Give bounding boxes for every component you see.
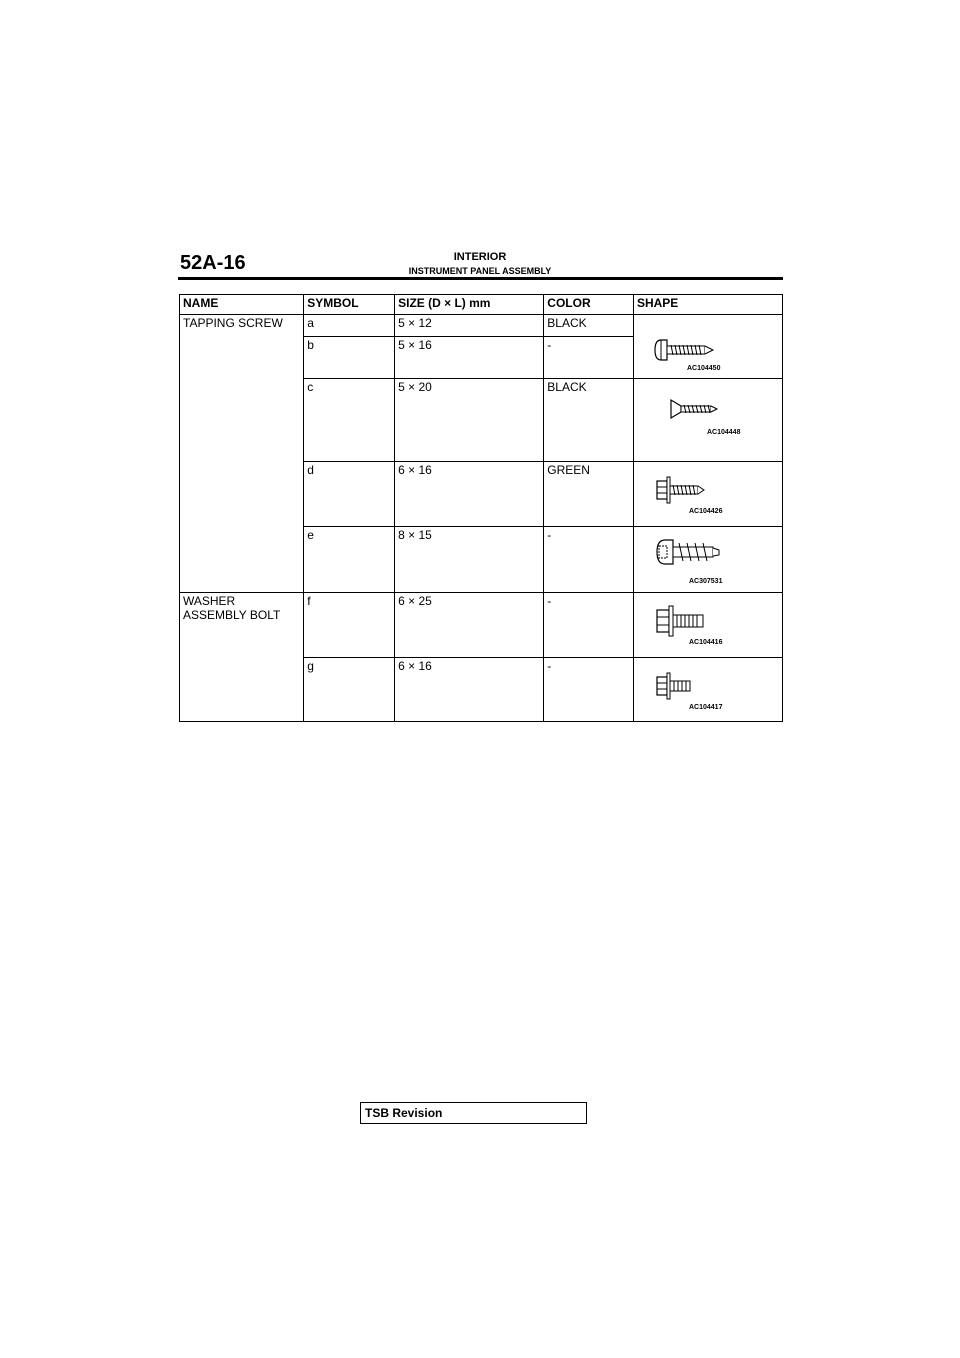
symbol-cell: e xyxy=(304,527,395,593)
header-rule xyxy=(178,277,783,280)
shape-code: AC104448 xyxy=(706,429,741,436)
section-subtitle: INSTRUMENT PANEL ASSEMBLY xyxy=(408,266,552,276)
size-cell: 5 × 20 xyxy=(395,379,544,462)
size-cell: 5 × 16 xyxy=(395,337,544,379)
shape-cell xyxy=(633,658,782,722)
section-title: INTERIOR xyxy=(453,251,507,263)
color-cell: BLACK xyxy=(544,379,634,462)
table-row xyxy=(180,593,783,658)
shape-cell xyxy=(633,379,782,462)
color-cell: BLACK xyxy=(544,315,634,337)
size-cell: 5 × 12 xyxy=(395,315,544,337)
fastener-table xyxy=(179,294,783,722)
size-cell: 8 × 15 xyxy=(395,527,544,593)
shape-cell xyxy=(633,593,782,658)
size-cell: 6 × 16 xyxy=(395,462,544,527)
symbol-cell: f xyxy=(304,593,395,658)
tsb-revision-box xyxy=(360,1102,587,1124)
shape-cell xyxy=(633,527,782,593)
hex-washer-tapping-screw-icon xyxy=(637,463,779,525)
flat-head-tapping-screw-icon xyxy=(637,380,779,460)
shape-code: AC104416 xyxy=(688,639,723,646)
page-number: 52A-16 xyxy=(180,252,246,274)
shape-code: AC307531 xyxy=(688,578,723,585)
color-cell: - xyxy=(544,527,634,593)
color-cell: - xyxy=(544,337,634,379)
symbol-cell: b xyxy=(304,337,395,379)
symbol-cell: a xyxy=(304,315,395,337)
color-cell: GREEN xyxy=(544,462,634,527)
pan-head-tapping-screw-icon xyxy=(637,316,779,377)
shape-cell xyxy=(633,462,782,527)
tsb-revision-label: TSB Revision xyxy=(365,1106,443,1120)
column-header-shape: SHAPE xyxy=(633,295,782,315)
column-header-symbol: SYMBOL xyxy=(304,295,395,315)
name-cell-washer-assembly-bolt: WASHER ASSEMBLY BOLT xyxy=(180,593,304,722)
size-cell: 6 × 25 xyxy=(395,593,544,658)
color-cell: - xyxy=(544,593,634,658)
column-header-name: NAME xyxy=(180,295,304,315)
shape-code: AC104426 xyxy=(688,508,723,515)
shape-code: AC104450 xyxy=(686,365,721,372)
column-header-size: SIZE (D × L) mm xyxy=(395,295,544,315)
hex-washer-bolt-icon xyxy=(637,594,779,656)
coarse-thread-screw-icon xyxy=(637,528,779,591)
shape-cell xyxy=(633,315,782,379)
size-cell: 6 × 16 xyxy=(395,658,544,722)
shape-code: AC104417 xyxy=(688,704,723,711)
column-header-color: COLOR xyxy=(544,295,634,315)
color-cell: - xyxy=(544,658,634,722)
table-header-row xyxy=(180,295,783,315)
symbol-cell: c xyxy=(304,379,395,462)
small-hex-washer-bolt-icon xyxy=(637,659,779,720)
symbol-cell: d xyxy=(304,462,395,527)
symbol-cell: g xyxy=(304,658,395,722)
name-cell-tapping-screw: TAPPING SCREW xyxy=(180,315,304,593)
table-row xyxy=(180,315,783,337)
